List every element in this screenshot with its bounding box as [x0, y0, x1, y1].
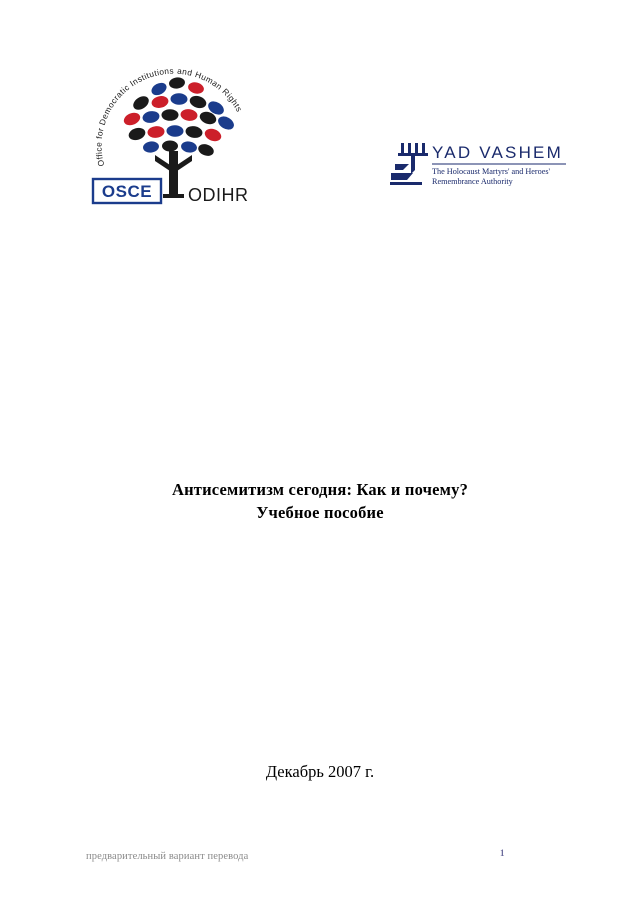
footer-note-text: предварительный вариант перевода [86, 851, 249, 862]
osce-odihr-logo [85, 55, 270, 220]
svg-text:Office for Democratic Institut: Office for Democratic Institutions and Human Rights [93, 65, 245, 168]
document-date [0, 762, 640, 782]
date-text: Декабрь 2007 г. [265, 762, 375, 781]
yad-vashem-title-text: YAD VASHEM [432, 143, 563, 162]
yad-vashem-logo [385, 140, 570, 200]
svg-text:OSCE: OSCE [101, 182, 153, 201]
title-line-1: Антисемитизм сегодня: Как и почему? [171, 480, 469, 499]
menorah-icon [390, 143, 428, 185]
osce-acronym-box [93, 179, 161, 203]
page-footer [0, 848, 640, 874]
tree-trunk-shape [163, 151, 184, 198]
document-title [0, 478, 640, 524]
title-line-2: Учебное пособие [256, 503, 384, 522]
footer-page-number: 1 [500, 848, 505, 858]
odihr-acronym-text: ODIHR [188, 185, 249, 205]
yad-vashem-subtitle-line2: Remembrance Authority [432, 177, 513, 186]
yad-vashem-subtitle-line1: The Holocaust Martyrs' and Heroes' [432, 167, 550, 176]
